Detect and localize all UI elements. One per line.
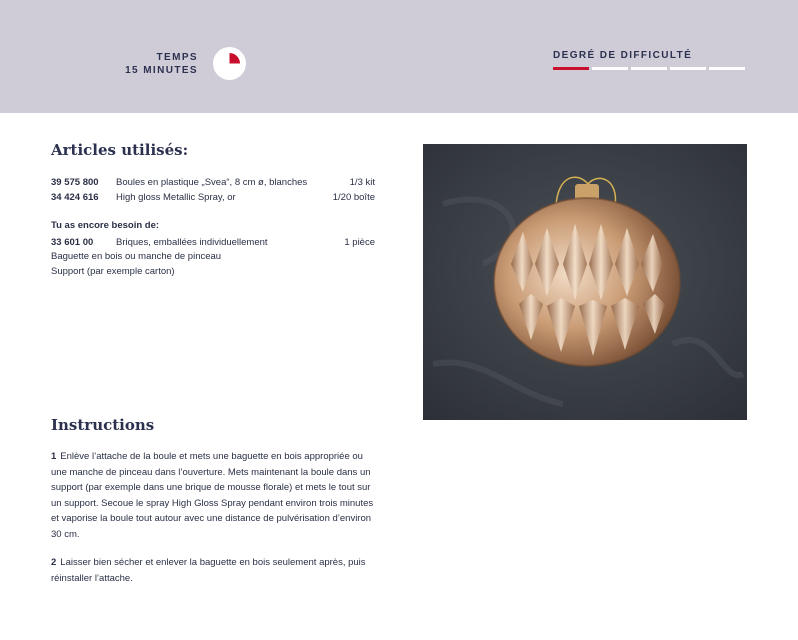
item-description: Briques, emballées individuellement — [116, 237, 268, 248]
instruction-step — [51, 449, 376, 542]
item-quantity: 1 pièce — [344, 237, 375, 248]
clock-icon — [213, 47, 246, 80]
extra-line: Baguette en bois ou manche de pinceau — [51, 251, 222, 262]
list-item — [51, 190, 375, 205]
time-info — [125, 51, 198, 77]
difficulty-bar — [631, 67, 667, 70]
difficulty-bar — [709, 67, 745, 70]
ornament-illustration — [423, 144, 747, 420]
step-text: Laisser bien sécher et enlever la baguette en bois seulement après, puis réinstaller l’attache. — [51, 557, 366, 584]
step-number: 2 — [51, 557, 57, 568]
extra-line: Support (par exemple carton) — [51, 266, 175, 277]
step-text: Enlève l’attache de la boule et mets une baguette en bois appropriée ou une manche de pinceau dans l’ouverture. Mets maintenant la boule dans un support (par exemple dans une brique de mousse florale) et mets le tout sur un support. Secoue le spray High Gloss Spray pendant environ trois minutes et vaporise la boule tout autour avec une distance de pulvérisation d’environ 30 cm. — [51, 451, 374, 540]
item-description: Boules en plastique „Svea“, 8 cm ø, blanches — [116, 177, 308, 188]
articles-list — [51, 175, 375, 205]
time-value: 15 MINUTES — [125, 65, 198, 76]
header-banner — [0, 0, 798, 113]
item-code: 39 575 800 — [51, 177, 99, 188]
step-number: 1 — [51, 451, 57, 462]
articles-title: Articles utilisés: — [51, 141, 189, 159]
instruction-step — [51, 555, 376, 586]
difficulty-bar — [592, 67, 628, 70]
time-label: TEMPS — [156, 52, 198, 63]
item-code: 33 601 00 — [51, 237, 94, 248]
list-item — [51, 175, 375, 190]
list-item — [51, 235, 375, 250]
item-code: 34 424 616 — [51, 192, 99, 203]
ornament-photo — [423, 144, 747, 420]
extra-list — [51, 235, 375, 250]
difficulty-meter — [553, 67, 745, 70]
difficulty-label: DEGRÉ DE DIFFICULTÉ — [553, 50, 693, 61]
item-quantity: 1/3 kit — [349, 177, 375, 188]
difficulty-bar — [670, 67, 706, 70]
item-description: High gloss Metallic Spray, or — [116, 192, 236, 203]
extra-title: Tu as encore besoin de: — [51, 220, 160, 231]
item-quantity: 1/20 boîte — [332, 192, 375, 203]
instructions-title: Instructions — [51, 416, 155, 434]
difficulty-bar — [553, 67, 589, 70]
